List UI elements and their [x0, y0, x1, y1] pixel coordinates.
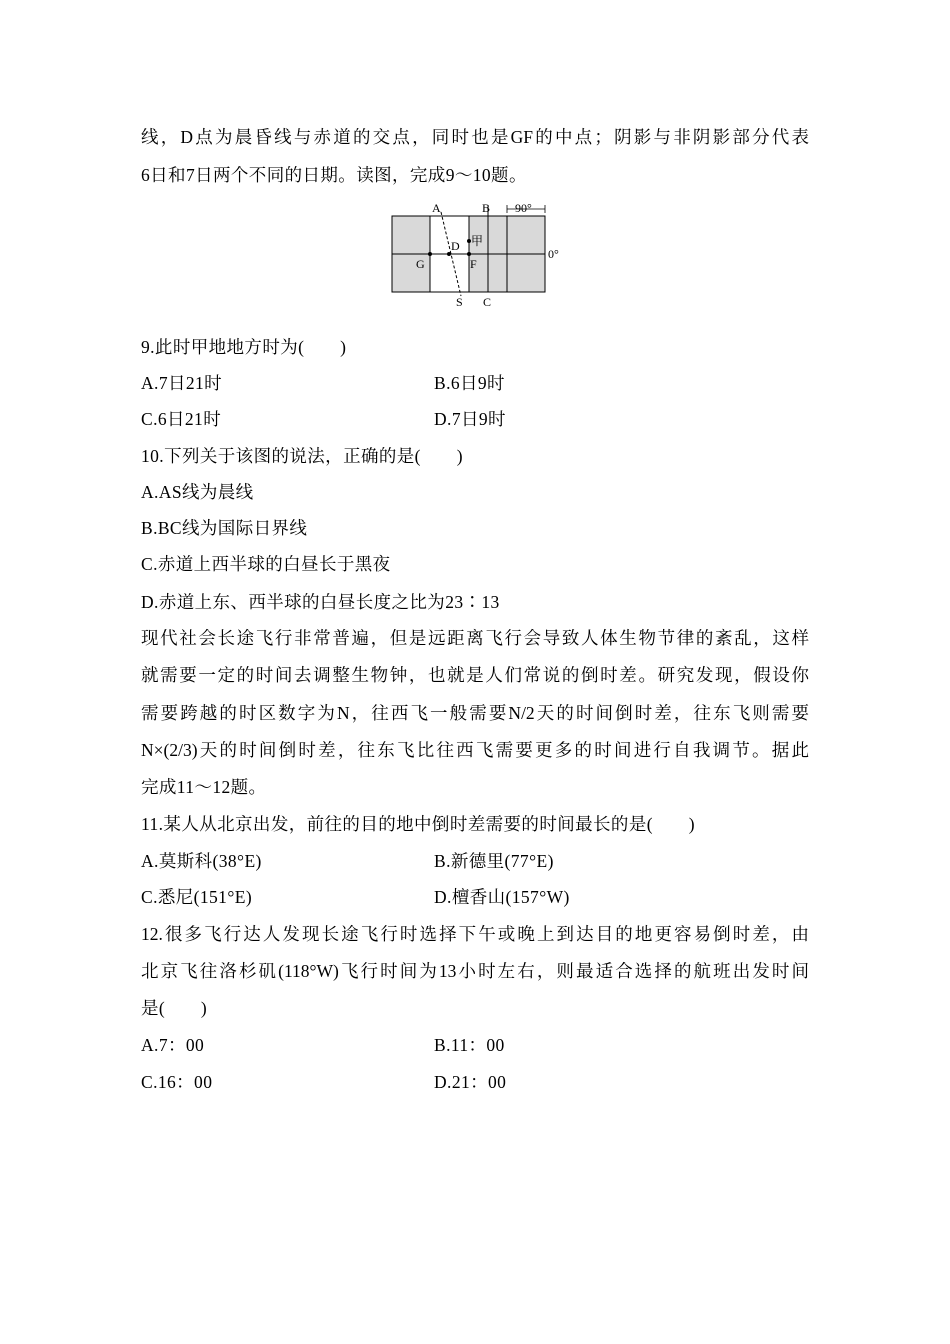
point-g — [428, 252, 432, 256]
passage-line-4: N×(2/3)天的时间倒时差，往东飞比往西飞需要更多的时间进行自我调节。据此 — [141, 740, 809, 760]
intro-line-1: 线，D点为晨昏线与赤道的交点，同时也是GF的中点；阴影与非阴影部分代表 — [141, 127, 809, 147]
q11-option-d: D.檀香山(157°W) — [434, 887, 570, 907]
q9-option-b: B.6日9时 — [434, 373, 505, 393]
intro-line-2: 6日和7日两个不同的日期。读图，完成9～10题。 — [141, 165, 527, 185]
q12-option-b: B.11：00 — [434, 1035, 505, 1055]
label-g: G — [416, 257, 425, 271]
q12-option-a: A.7：00 — [141, 1035, 205, 1055]
passage-line-3: 需要跨越的时区数字为N，往西飞一般需要N/2天的时间倒时差，往东飞则需要 — [141, 703, 809, 723]
label-s: S — [456, 295, 463, 309]
q12-stem-line-3: 是( ) — [141, 998, 208, 1018]
date-line-diagram — [385, 200, 570, 312]
q9-stem: 9.此时甲地地方时为( ) — [141, 337, 347, 357]
label-deg0: 0° — [548, 247, 559, 261]
label-a: A — [432, 201, 441, 215]
passage-line-1: 现代社会长途飞行非常普遍，但是远距离飞行会导致人体生物节律的紊乱，这样 — [141, 628, 809, 648]
q10-option-b: B.BC线为国际日界线 — [141, 518, 308, 538]
label-jia: 甲 — [471, 234, 484, 248]
label-c: C — [483, 295, 492, 309]
q11-option-c: C.悉尼(151°E) — [141, 887, 253, 907]
q12-option-c: C.16：00 — [141, 1072, 213, 1092]
q11-option-a: A.莫斯科(38°E) — [141, 851, 262, 871]
q11-stem: 11.某人从北京出发，前往的目的地中倒时差需要的时间最长的是( ) — [141, 814, 695, 834]
label-deg90: 90° — [515, 201, 532, 215]
label-d: D — [451, 239, 460, 253]
passage-line-2: 就需要一定的时间去调整生物钟，也就是人们常说的倒时差。研究发现，假设你 — [141, 665, 809, 685]
q10-option-c: C.赤道上西半球的白昼长于黑夜 — [141, 554, 391, 574]
q9-option-d: D.7日9时 — [434, 409, 506, 429]
q9-option-a: A.7日21时 — [141, 373, 223, 393]
label-b: B — [482, 201, 491, 215]
q10-option-a: A.AS线为晨线 — [141, 482, 254, 502]
q11-option-b: B.新德里(77°E) — [434, 851, 554, 871]
label-f: F — [470, 257, 477, 271]
q12-option-d: D.21：00 — [434, 1072, 507, 1092]
point-f — [467, 252, 471, 256]
q10-stem: 10.下列关于该图的说法，正确的是( ) — [141, 446, 463, 466]
q9-option-c: C.6日21时 — [141, 409, 222, 429]
q12-stem-line-1: 12.很多飞行达人发现长途飞行时选择下午或晚上到达目的地更容易倒时差，由 — [141, 924, 809, 944]
passage-line-5: 完成11～12题。 — [141, 777, 267, 797]
q12-stem-line-2: 北京飞往洛杉矶(118°W)飞行时间为13小时左右，则最适合选择的航班出发时间 — [141, 961, 809, 981]
q10-option-d: D.赤道上东、西半球的白昼长度之比为23∶13 — [141, 592, 500, 612]
